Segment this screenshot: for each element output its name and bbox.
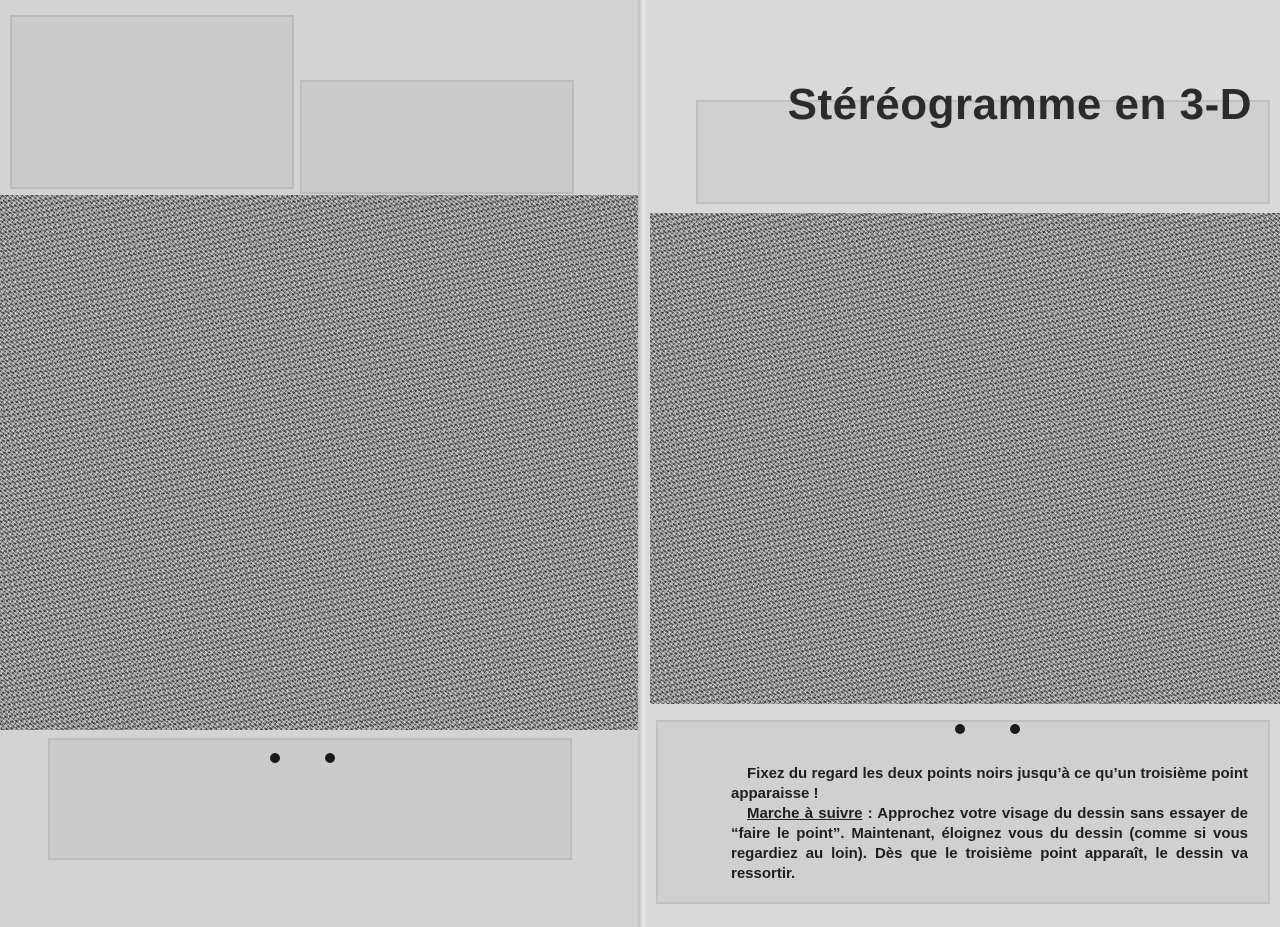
instructions-body: : Approchez votre visage du dessin sans essayer de “faire le point”. Maintenant, éloignez vous du dessin (comme si vous regardiez au loin). Dès que le troisième point apparaît, le dessin va ressortir. <box>731 805 1248 882</box>
page-title: Stéréogramme en 3-D <box>787 80 1252 129</box>
focus-dot-left <box>955 724 965 734</box>
stereogram-image-left <box>0 195 642 730</box>
instructions-label: Marche à suivre <box>747 805 863 822</box>
background-illustration <box>48 738 572 860</box>
stereogram-image-right <box>650 213 1280 704</box>
focus-dot-right <box>325 753 335 763</box>
background-illustration <box>10 15 294 189</box>
focus-dot-left <box>270 753 280 763</box>
instructions-paragraph-1: Fixez du regard les deux points noirs jusqu’à ce qu’un troisième point apparaisse ! <box>731 765 1248 802</box>
focus-dot-right <box>1010 724 1020 734</box>
background-illustration <box>300 80 574 194</box>
instructions-paragraph-2 <box>731 804 1248 884</box>
instructions-text <box>731 764 1248 884</box>
